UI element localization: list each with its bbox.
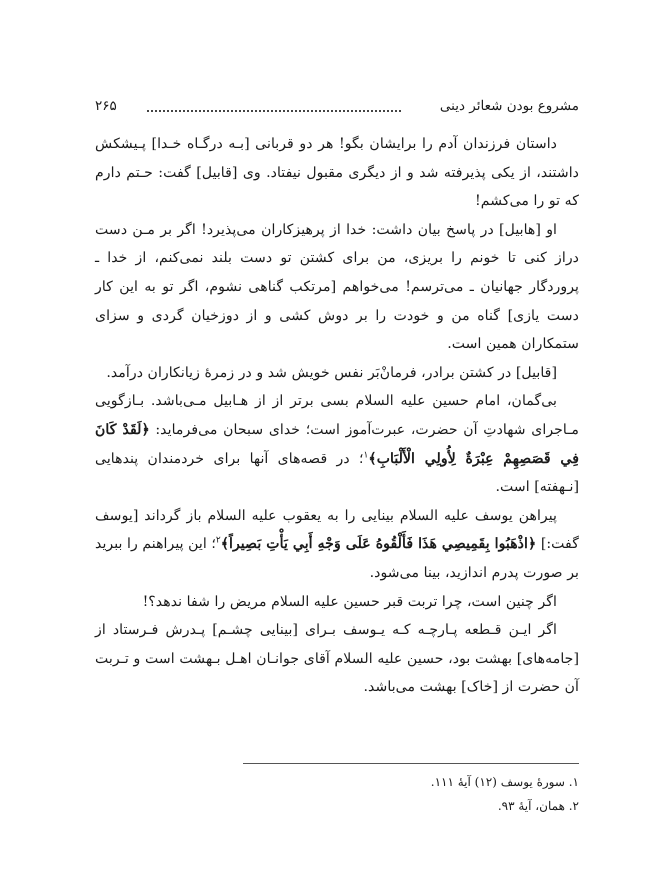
footnote-divider (243, 763, 579, 764)
paragraph-3: [قابیل] در کشتن برادر، فرمانْ‌بَر نفس خویش شد و در زمرهٔ زیانکاران درآمد. (106, 364, 557, 381)
paragraph-4-text-a: بی‌گمان، امام حسین علیه السلام بسی برتر از از هـابیل مـی‌باشد. بـازگویی مـاجرای شهادتِ آن حضرت، عبرت‌آموز است؛ خدای سبحان می‌فرماید: (95, 393, 579, 438)
paragraph-2: او [هابیل] در پاسخ بیان داشت: خدا از پرهیزکاران می‌پذیرد! اگر بر مـن دست دراز کنی تا خونم را بریزی، من برای کشتن تو دست بلند نمی‌کنم، از خدا ـ پروردگار جهانیان ـ می‌ترسم! می‌خواهم [مرتکب گناهی نشوم، اگر تو به این کار دست یازی] گناه من و خودت را بر دوش کشی و از دوزخیان گردی و سزای ستمکاران همین است. (95, 221, 579, 353)
footnote-2: ۲. همان، آیهٔ ۹۳. (497, 799, 579, 813)
quran-verse-1: ﴿لَقَدْ كَانَ فِي قَصَصِهِمْ عِبْرَةٌ لِأُولِي الْأَلْبَابِ﴾ (95, 421, 579, 467)
chapter-title: مشروع بودن شعائر دینی (439, 98, 579, 114)
footnote-ref-2: ۲ (215, 535, 221, 546)
paragraph-4-text-b: ؛ در قصه‌های آنها برای خردمندان پندهایی [نـهفته] است. (95, 450, 579, 496)
main-text (95, 130, 579, 702)
footnote-ref-1: ۱ (363, 449, 369, 460)
paragraph-7: اگر ایـن قـطعه پـارچـه کـه یـوسف بـرای [بینایی چشـم] پـدرش فـرستاد از [جامه‌های] بهشت بود، حسین علیه السلام آقای جوانـان اهـل بـهشت است و تـربت آن حضرت از [خاک] بهشت می‌باشد. (95, 622, 579, 696)
paragraph-6: اگر چنین است، چرا تربت قبر حسین علیه السلام مریض را شفا ندهد؟! (142, 593, 557, 610)
quran-verse-2: ﴿اذْهَبُوا بِقَمِيصِي هَذَا فَأَلْقُوهُ عَلَى وَجْهِ أَبِي يَأْتِ بَصِيراً﴾ (220, 536, 537, 553)
running-header (95, 94, 579, 120)
header-dot-leader (147, 98, 401, 112)
paragraph-5-text-b: ؛ این پیراهنم را ببرید بر صورت پدرم اندازید، بینا می‌شود. (95, 536, 579, 581)
paragraph-4 (95, 387, 579, 501)
footnote-1: ۱. سورهٔ یوسف (۱۲) آیهٔ ۱۱۱. (430, 775, 579, 789)
footnotes (243, 770, 579, 818)
paragraph-5 (95, 502, 579, 588)
page-number: ۲۶۵ (95, 98, 117, 114)
paragraph-5-text-a: پیراهن یوسف علیه السلام بینایی را به یعقوب علیه السلام باز گرداند [یوسف گفت:] (95, 507, 579, 553)
paragraph-1: داستان فرزندان آدم را برایشان بگو! هر دو قربانی [بـه درگـاه خـدا] پـیشکش داشتند، از یکی پذیرفته شد و از دیگری مقبول نیفتاد. وی [قابیل] گفت: حـتم دارم که تو را می‌کشم! (95, 136, 579, 210)
